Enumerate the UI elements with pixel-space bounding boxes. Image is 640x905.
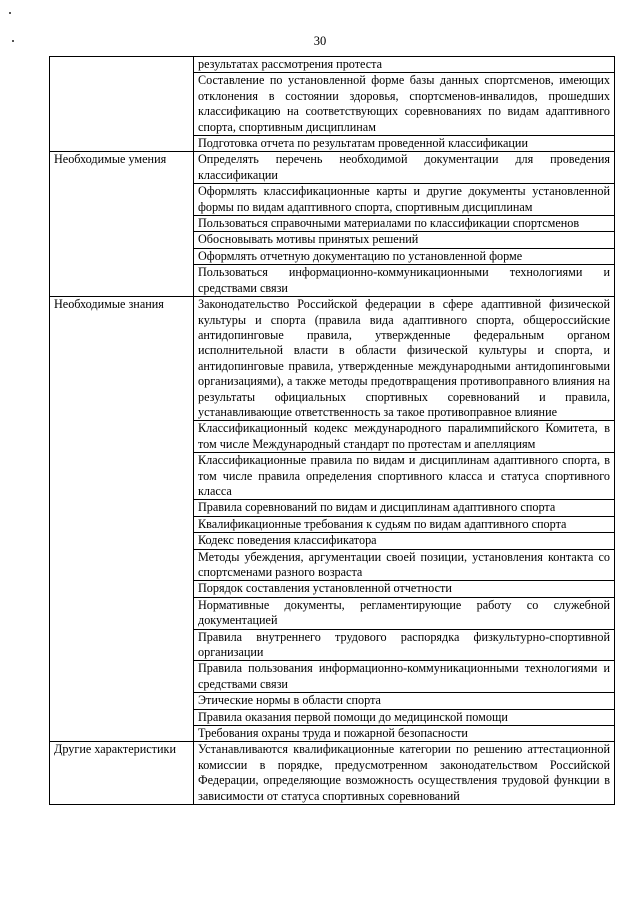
list-item: Этические нормы в области спорта [194, 693, 615, 709]
table-row [50, 152, 615, 184]
section-label [50, 57, 194, 152]
list-item: Кодекс поведения классификатора [194, 533, 615, 549]
table-row [50, 297, 615, 421]
section-label-skills: Необходимые умения [50, 152, 194, 297]
list-item: Классификационные правила по видам и дисциплинам адаптивного спорта, в том числе правила определения спортивного класса и статуса спортивного класса [194, 453, 615, 500]
list-item: Порядок составления установленной отчетности [194, 581, 615, 597]
list-item: Подготовка отчета по результатам проведенной классификации [194, 136, 615, 152]
list-item: Оформлять классификационные карты и другие документы установленной формы по видам адаптивного спорта, спортивным дисциплинам [194, 184, 615, 216]
table-row [50, 742, 615, 805]
competency-table [49, 56, 615, 805]
list-item: Методы убеждения, аргументации своей позиции, установления контакта со спортсменами разного возраста [194, 549, 615, 581]
list-item: Обосновывать мотивы принятых решений [194, 232, 615, 248]
list-item: Правила внутреннего трудового распорядка физкультурно-спортивной организации [194, 629, 615, 661]
list-item: Определять перечень необходимой документации для проведения классификации [194, 152, 615, 184]
list-item: Правила пользования информационно-коммуникационными технологиями и средствами связи [194, 661, 615, 693]
list-item: Оформлять отчетную документацию по установленной форме [194, 248, 615, 264]
list-item: Квалификационные требования к судьям по видам адаптивного спорта [194, 516, 615, 532]
page-number: 30 [313, 34, 327, 48]
list-item: Составление по установленной форме базы данных спортсменов, имеющих отклонения в состоянии здоровья, спортсменов-инвалидов, прошедших классификацию на соответствующих соревнованиях по видам адаптивного спорта, спортивным дисциплинам [194, 73, 615, 136]
scan-mark [9, 12, 11, 14]
list-item: Нормативные документы, регламентирующие работу со служебной документацией [194, 597, 615, 629]
list-item: Требования охраны труда и пожарной безопасности [194, 726, 615, 742]
list-item: результатах рассмотрения протеста [194, 57, 615, 73]
list-item: Правила оказания первой помощи до медицинской помощи [194, 709, 615, 725]
list-item: Правила соревнований по видам и дисциплинам адаптивного спорта [194, 500, 615, 516]
list-item: Пользоваться справочными материалами по классификации спортсменов [194, 216, 615, 232]
list-item: Законодательство Российской федерации в сфере адаптивной физической культуры и спорта (правила вида адаптивного спорта, общероссийские антидопинговые правила, утвержденные федеральным органом исполнительной власти в области физической культуры и спорта, и антидопинговые правила, утвержденные международными антидопинговыми организациями), а также методы предотвращения противоправного влияния на результаты официальных спортивных соревнований и правила, устанавливающие ответственность за такое противоправное влияние [194, 297, 615, 421]
list-item: Классификационный кодекс международного паралимпийского Комитета, в том числе Международный стандарт по протестам и апелляциям [194, 421, 615, 453]
list-item: Пользоваться информационно-коммуникационными технологиями и средствами связи [194, 265, 615, 297]
section-label-knowledge: Необходимые знания [50, 297, 194, 742]
table-row [50, 57, 615, 73]
section-label-other: Другие характеристики [50, 742, 194, 805]
list-item: Устанавливаются квалификационные категории по решению аттестационной комиссии в порядке, предусмотренном законодательством Российской Федерации, определяющие возможность осуществления трудовой функции в зависимости от статуса спортивных соревнований [194, 742, 615, 805]
